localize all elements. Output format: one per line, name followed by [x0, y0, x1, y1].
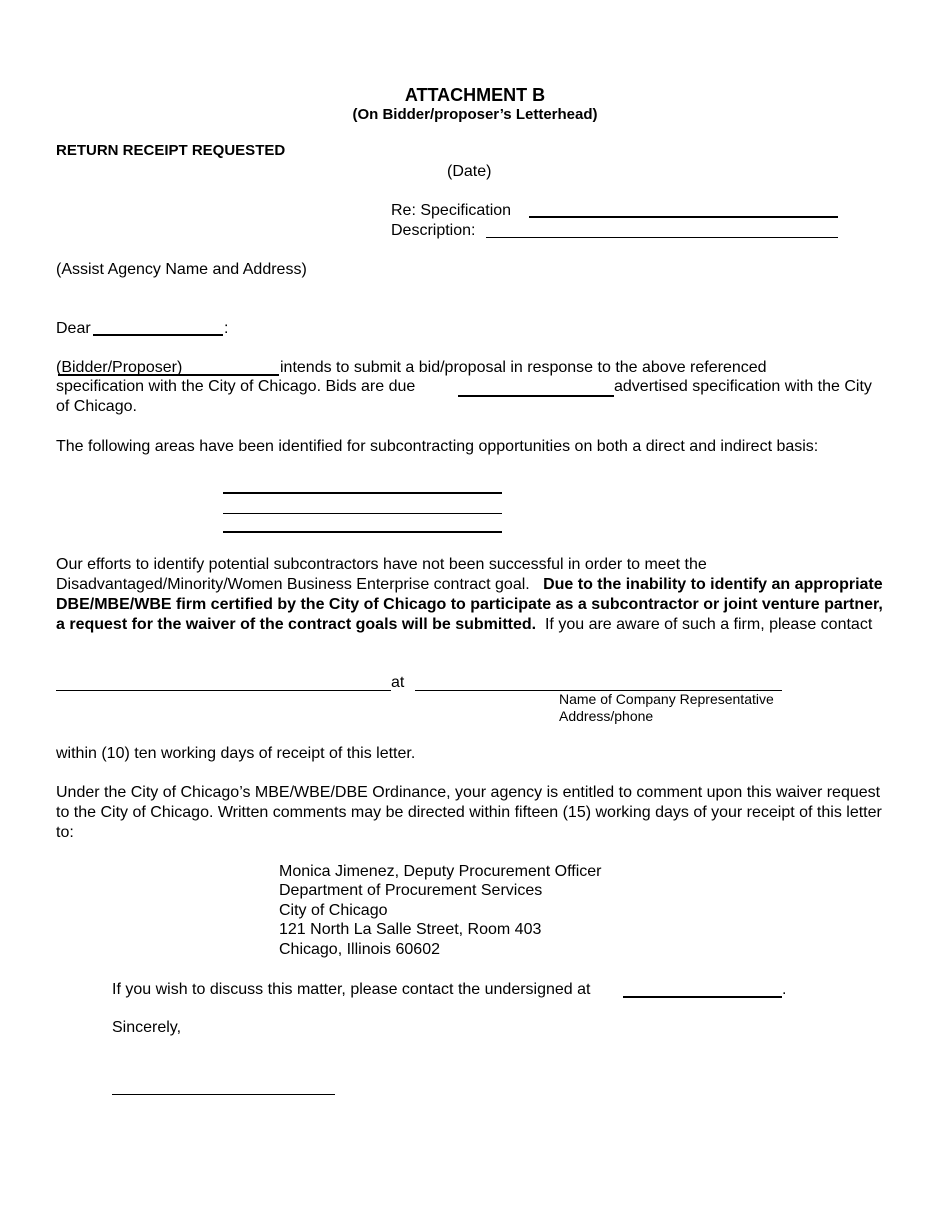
return-receipt-label: RETURN RECEIPT REQUESTED: [56, 142, 286, 159]
company-rep-label: Name of Company Representative: [559, 691, 774, 707]
specification-blank[interactable]: [529, 216, 838, 218]
description-blank[interactable]: [486, 237, 838, 238]
contact-at: at: [391, 674, 405, 691]
ordinance-paragraph: Under the City of Chicago’s MBE/WBE/DBE Ordinance, your agency is entitled to comment upon this waiver request to the City of Chicago. Written comments may be directed within fifteen (15) working days of your receipt of this letter to:: [56, 784, 882, 841]
page-title: ATTACHMENT B: [404, 85, 546, 105]
salutation: Dear: [56, 320, 91, 337]
date-placeholder: (Date): [447, 163, 492, 180]
discuss-text: If you wish to discuss this matter, please contact the undersigned at: [112, 981, 591, 998]
address-line-1: Monica Jimenez, Deputy Procurement Officer: [279, 863, 602, 880]
bids-due-blank[interactable]: [458, 395, 614, 397]
contact-name-blank[interactable]: [56, 690, 391, 691]
specification-label: Re: Specification: [391, 202, 512, 219]
bidder-proposer-blank[interactable]: [58, 374, 279, 376]
signature-blank[interactable]: [112, 1094, 335, 1095]
page-subtitle: (On Bidder/proposer’s Letterhead): [352, 106, 598, 123]
address-line-3: City of Chicago: [279, 902, 388, 919]
subcontracting-area-blank-3[interactable]: [223, 531, 502, 533]
salutation-blank[interactable]: [93, 334, 223, 336]
undersigned-contact-blank[interactable]: [623, 996, 782, 998]
waiver-bold-statement: Due to the inability to identify an appropriate DBE/MBE/WBE firm certified by the City of Chicago to participate as a subcontractor or joint venture partner, a request for the waiver of the contract goals will be submitted.: [56, 576, 883, 633]
description-label: Description:: [391, 222, 476, 239]
address-phone-label: Address/phone: [559, 708, 654, 724]
discuss-period: .: [782, 981, 787, 998]
salutation-colon: :: [224, 320, 229, 337]
advertised-spec-text: advertised specification with the City: [614, 378, 872, 395]
subcontracting-area-blank-2[interactable]: [223, 513, 502, 514]
address-line-5: Chicago, Illinois 60602: [279, 941, 440, 958]
subcontracting-area-blank-1[interactable]: [223, 492, 502, 494]
waiver-text-a: Our efforts to identify potential subcontractors have not been successful in order to meet the Disadvantaged/Minority/Women Business Enterprise contract goal.: [56, 556, 707, 593]
waiver-paragraph: [56, 555, 896, 635]
bids-due-text: specification with the City of Chicago. Bids are due: [56, 378, 416, 395]
bidder-proposer-placeholder: (Bidder/Proposer): [56, 359, 183, 376]
closing-sincerely: Sincerely,: [112, 1019, 182, 1036]
intent-text: intends to submit a bid/proposal in response to the above referenced: [280, 359, 767, 376]
city-of-chicago-text: of Chicago.: [56, 398, 137, 415]
agency-address-placeholder: (Assist Agency Name and Address): [56, 261, 307, 278]
address-line-2: Department of Procurement Services: [279, 882, 543, 899]
waiver-text-b: If you are aware of such a firm, please contact: [544, 616, 873, 633]
within-days-text: within (10) ten working days of receipt of this letter.: [56, 745, 416, 762]
address-line-4: 121 North La Salle Street, Room 403: [279, 921, 542, 938]
subcontracting-areas-text: The following areas have been identified for subcontracting opportunities on both a direct and indirect basis:: [56, 438, 819, 455]
